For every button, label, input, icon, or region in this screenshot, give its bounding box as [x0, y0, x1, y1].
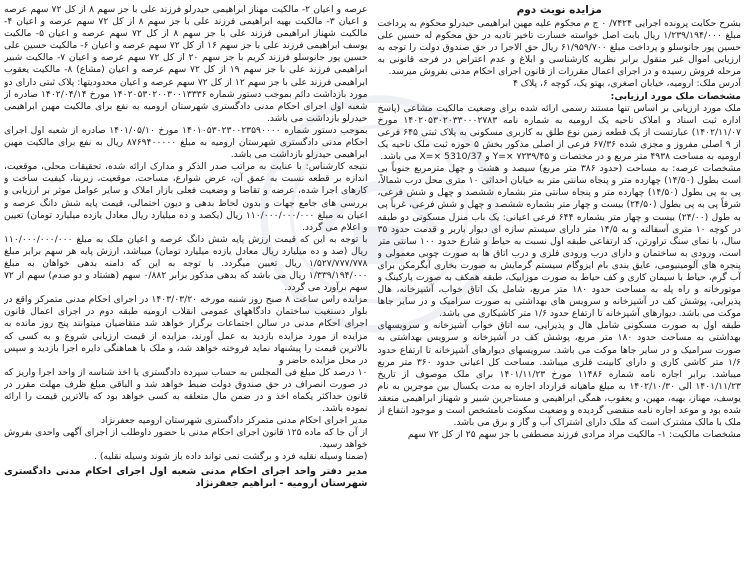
notice-right-column	[378, 4, 742, 561]
case-summary-paragraph: بشرح حکایت پرونده اجرایی ۷۴۲۴/ ۰ ج م محکوم علیه مهین ابراهیمی حیدرلو محکوم به پرداخت مبلغ ۱/۲۳۹/۱۹۴/۰۰۰ ریال بابت اصل خواسته خسارت تاخیر تادیه در حق محکوم له حسین علی حسین پور جانوسلو و پرداخت مبلغ ۶۱/۹۵۹/۷۰۰ ریال حق الاجرا در حق صندوق دولت را توجه به ارزیابی اموال غیر منقول برابر نظریه کارشناسی و ابلاغ و عدم اعتراض در فرجه قانونی به مرحله فروش رسیده و در اجرای اعمال مقررات از قانون اجرای احکام مدنی بفروش میرسد.	[377, 18, 741, 78]
signature-block: مدیر دفتر واحد اجرای احکام مدنی شعبه اول اجرای احکام مدنی دادگستری شهرستان ارومیه - ابراهیم جعفرنژاد	[4, 465, 368, 490]
payment-terms-paragraph: ۱۰ درصد کل مبلغ فی المجلس به حساب سپرده دادگستری یا اخذ شناسه از واحد اجرا واریز که در صورت انصراف در حق صندوق دولت ضبط خواهد شد و الباقی مبلغ ظرف مهلت مقرر در قانون حداکثر یکماه اخذ و در ضمن مال متعلقه به کسی خواهد بود که بالاترین قیمت را ارائه نموده باشد.	[4, 366, 368, 415]
note-paragraph: (ضمنا وسیله نقلیه فرد و برگشت نمی تواند داده باز شوند وسیله نقلیه) .	[93, 451, 368, 463]
legal-article-paragraph: از آن جا که ماده ۱۲۵ قانون اجرای احکام مدنی با حضور داوطلب از اجرای آگهی واحدی بفروش خواهد رسید.	[4, 427, 368, 451]
property-registration-paragraph: ملک مورد ارزیابی بر اساس تنها مستند رسمی ارائه شده برای وضعیت مالکیت مشاعی (پاسخ اداره ثبت اسناد و املاک ناحیه یک ارومیه به شماره نامه ۱۴۰۲۰۵۳۰۲۰۳۳۰۰۰۲۷۸۳ مورخ ۱۴۰۲/۱۱/۰۷) عبارتست از یک قطعه زمین نوع طلق به کاربری مسکونی به پلاک ثبتی ۶۴۵ فرعی از ۹ اصلی مفروز و مجزی شده ۶۷/۳۶ فرعی از اصلی مذکور بخش ۵ حوزه ثبت ملک ناحیه یک ارومیه به مساحت ۴۹۳۸ متر مربع و در مختصات و ۷۲۳۹/۴۵ ×=Y و 5310/37 ×=X می باشد.	[377, 102, 741, 163]
property-specs-heading: مشخصات ملک مورد ارزیابی:	[610, 90, 741, 102]
first-floor-and-lease-paragraph: طبقه اول به صورت مسکونی شامل هال و پذیرایی، سه اتاق خواب آشپزخانه و سرویسهای بهداشتی به مساحت حدود ۱۸۰ متر مربع، پوشش کف در آشپزخانه و سرویس بهداشتی به صورت سرامیک و در سایر جاها موکت می باشد. سرویسهای دیوارهای آشپزخانه تا ارتفاع حدود ۱/۶ متر کاشی کاری و دارای کابینت فلزی میباشد. مساحت کل اعیانی حدود ۳۶۰ متر مربع میباشد. برابر اجاره نامه شماره ۱۱۴۸۶ مورخ ۱۴۰۱/۱۱/۲۳ برای ملک موصوف از تاریخ ۱۴۰۱/۱۱/۲۳ الی ۱۴۰۲/۱۰/۳۰ به مبلغ ماهیانه قرارداد اجاره به مدت یکسال بین موجرین به نام یوسف، مهناز، بهیه، مهین، و یعقوب، همگی ابراهیمی و مستاجرین شبیر و شهناز ابراهیمی منعقد شده بود و موعد اجاره نامه منقضی گردیده و وضعیت سکونت نامشخص است و موجود انتفاع از ملک با مالک مشترک است که ملک دارای اشتراک آب و گاز و برق می باشد.	[377, 320, 741, 429]
auction-time-place-paragraph: مزایده راس ساعت ۸ صبح روز شنبه مورخه ۱۴۰۳/۰۳/۲۰ در اجرای احکام مدنی متمرکز واقع در بلوار دستغیب ساختمان دادگاههای عمومی انقلاب ارومیه طبقه دوم در اجرای اعمال قانون اجرای احکام مدنی در سالن اجتماعات برگزار خواهد شد متقاضیان میتوانند پنج روز مانده به مزایده از مورد مزایده بازدید به عمل آورند، مزایده از قیمت ارزیابی شروع و به کسی که بالاترین قیمت را پیشنهاد نماید فروخته خواهد شد، و ملک با هماهنگی دایره اجرا بازدید و سپس در محل مزایده حاضر و	[4, 294, 368, 366]
legal-notice-page	[4, 4, 741, 561]
share-value-paragraph: با توجه به این که قیمت ارزش پایه شش دانگ عرصه و اعیان ملک به مبلغ ۱۱۰/۰۰۰/۰۰۰/۰۰۰ ریال (صد و ده میلیارد ریال معادل یازده میلیارد تومان) میباشد، ارزش پایه هر سهم برابر مبلغ ۱/۵۲۷/۷۷۷/۷۷۸ ریال تعیین میگردد. با توجه به این که دامنه بدهی خواهان به مبلغ ۱/۳۳۹/۱۹۴/۰۰۰ ریال می باشد که بدهی مذکور برابر ۰/۸۸۲ سهم (هشتاد و دو صدم) سهم از ۷۲ سهم برآورد می گردد.	[4, 233, 368, 294]
property-address: آدرس ملک: ارومیه، خیابان اصغری، بهتو یک، کوچه ۶، پلاک ۴	[512, 78, 741, 90]
expert-valuation-paragraph: نتیجه کارشناس: با عنایت به مراتب صدر الذکر و مدارک ارائه شده، تحقیقات محلی، موقعیت، اندازه بر قطعه نسبت به عمق آن، عرض شوارع، مساحت، موقعیت، زیربنا، کیفیت ساخت و کارهای اجرا شده، عرضه و تقاضا و وضعیت فعلی بازار املاک و سایر عوامل موثر بر ارزیابی و بررسی های جامع جهات و بدون لحاظ بدهی و دیون احتمالی، قیمت پایه شش دانگ عرصه و اعیان به مبلغ ۱۱۰/۰۰۰/۰۰۰/۰۰۰ ریال (یکصد و ده میلیارد ریال معادل یازده میلیارد تومان) تعیین و اعلام می گردد.	[4, 161, 368, 233]
notice-left-column	[4, 4, 368, 561]
land-and-building-specs-paragraph: مشخصات عرصه: به مساحت (حدود ۳۸۶ متر مربع) سیصد و هشت و چهل مترمربع جنوباً بی است بطول (۱۴/۵۰) چهارده متر و پنجاه سانتی متر به خیابان احداثی ۱۰ متری محل درب شمالاً، پی به پی بطول (۱۴/۵۰) چهارده متر و پنجاه سانتی متر بشماره ششصد و چهل و شش فرعی، شرقاً پی به پی بطول (۲۴/۵۰) بیست و چهار متر بشماره ششصد و چهل و شش فرعی، غرباً پی به طول (۲۴/۰۰) بیست و چهار متر بشماره ۶۴۴ فرعی اعیانی: یک باب منزل مسکونی دو طبقه در کوچه ۱۰ متری آسفالته و به ۱۴/۵ متر دارای سیستم سازه ای دیوار باربر و قدمت حدود ۳۵ سال، با نمای سنگ تراورتن، کد ارتفاعی طبقه اول نسبت به حیاط و شارع حدود ۱۰۰ سانتی متر است، ورودی به ساختمان و دارای درب ورودی فلزی و درب اتاق ها به صورت چوبی معمولی و پنجره های آلومینیومی، عایق بندی بام ایزوگام سیستم گرمایش به صورت بخاری آبگرمکن برای آب گرم، حیاط با سیمان کاری و کف حیاط به صورت موزاییک، طبقه همکف به صورت پارکینگ و موتورخانه و راه پله به مساحت حدود ۱۸۰ متر مربع، شامل یک اتاق خواب، آشپزخانه، هال پذیرایی، پوشش کف در آشپزخانه و سرویس های بهداشتی به صورت سرامیک و در سایر جاها موکت می باشد. دیوارهای آشپزخانه تا ارتفاع حدود ۱/۶ متر کاشیکاری می باشد.	[377, 163, 741, 320]
ownership-specs-start: مشخصات مالکیت: ۱- مالکیت مراد مرادی فرزند مصطفی با جز سهم ۲۵ از کل ۷۲ سهم	[407, 429, 741, 441]
seizure-order-paragraph: بموجب دستور شماره ۱۴۰۱۰۵۳۰۲۳۰۰۲۳۵۹۰۰۰۰ مورخ ۱۴۰۱/۰۵/۱۰ صادره از شعبه اول اجرای احکام مدنی دادگستری شهرستان ارومیه به مبلغ ۸۷۶۹۴۰۰۰۰۰ ریال به نفع برای مالکیت مهین ابراهیمی حیدرلو بازداشت می باشد.	[4, 124, 368, 161]
notice-title: مزایده نوبت دوم	[516, 4, 602, 16]
ownership-and-restrictions-paragraph: عرصه و اعیان ۲- مالکیت مهناز ابراهیمی حیدرلو فرزند علی با جز سهم ۸ از کل ۷۲ سهم عرصه و اعیان ۳- مالکیت بهیه ابراهیمی فرزند علی با جز سهم ۸ از کل ۷۲ سهم عرصه و اعیان ۴- مالکیت شهناز ابراهیمی فرزند علی با جز سهم ۸ از کل ۷۲ سهم عرصه و اعیان ۵- مالکیت یوسف ابراهیمی فرزند علی با جز سهم ۱۶ از کل ۷۲ سهم عرصه و اعیان ۶- مالکیت حسین علی حسین پور جانوسلو فرزند کریم با جز سهم ۲۰ از کل ۷۲ سهم عرصه و اعیان ۷- مالکیت شبیر ابراهیمی فرزند علی با جز سهم ۱۹ از کل ۷۲ سهم عرصه و اعیان (مشاع) ۸- مالکیت یعقوب ابراهیمی فرزند علی با جز سهم ۱۲ از کل ۷۲ سهم عرصه و اعیان محدودیتها: پلاک ثبتی دارای دو مورد بازداشت دائم بموجب دستور شماره ۱۴۰۲۰۵۳۰۲۰۰۳۰۰۱۳۳۳۶ مورخ ۱۴۰۲/۰۴/۱۴ صادره از شعبه اول اجرای احکام مدنی دادگستری شهرستان ارومیه به نفع برای مالکیت مهین ابراهیمی حیدرلو بازداشت می باشد.	[4, 4, 368, 124]
enforcement-director-line: مدیر اجرای احکام مدنی متمرکز دادگستری شهرستان ارومیه جعفرنژاد	[100, 415, 368, 427]
